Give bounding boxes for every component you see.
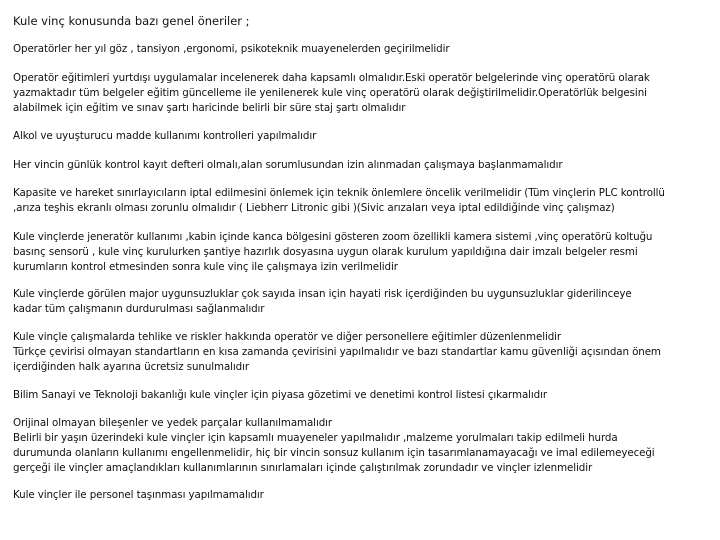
paragraph-line: yazmaktadır tüm belgeler eğitim güncelleme ile yenilenerek kule vinç operatörü olarak değiştirilmelidir.Operatörlük belgesini	[13, 87, 647, 99]
paragraph-line: Her vincin günlük kontrol kayıt defteri olmalı,alan sorumlusundan izin alınmadan çalışmaya başlanmamalıdır	[13, 159, 563, 171]
paragraph-line: kadar tüm çalışmanın durdurulması sağlanmalıdır	[13, 303, 265, 315]
paragraph-line: Kule vinçler ile personel taşınması yapılmamalıdır	[13, 489, 264, 501]
paragraph-line: kurumların kontrol etmesinden sonra kule vinç ile çalışmaya izin verilmelidir	[13, 261, 398, 273]
paragraph-operator-training	[13, 71, 713, 116]
paragraph-daily-logbook	[13, 158, 713, 173]
paragraph-line: alabilmek için eğitim ve sınav şartı haricinde belirli bir süre staj şartı olmalıdır	[13, 102, 406, 114]
paragraph-line: Türkçe çevirisi olmayan standartların en kısa zamanda çevirisini yapılmalıdır ve bazı standartlar kamu güvenliği açısından önem	[13, 346, 661, 358]
paragraph-original-parts-inspection	[13, 416, 713, 476]
paragraph-line: içerdiğinden halk ayarına ücretsiz sunulmalıdır	[13, 361, 250, 373]
paragraph-capacity-limiters	[13, 186, 713, 216]
paragraph-line: Belirli bir yaşın üzerindeki kule vinçler için kapsamlı muayeneler yapılmalıdır ,malzeme yorulmaları takip edilmeli hurda	[13, 432, 618, 444]
paragraph-hazard-training-standards	[13, 330, 713, 375]
paragraph-line: Kapasite ve hareket sınırlayıcıların iptal edilmesini önlemek için teknik önlemlere öncelik verilmelidir (Tüm vinçlerin PLC kontrollü	[13, 187, 665, 199]
paragraph-line: Bilim Sanayi ve Teknoloji bakanlığı kule vinçler için piyasa gözetimi ve denetimi kontrol listesi çıkarmalıdır	[13, 389, 548, 401]
document-title: Kule vinç konusunda bazı genel öneriler ;	[13, 14, 250, 28]
paragraph-ministry-checklist	[13, 388, 713, 403]
paragraph-line: Kule vinçlerde görülen major uygunsuzluklar çok sayıda insan için hayati risk içerdiğinden bu uygunsuzluklar giderilinceye	[13, 288, 632, 300]
paragraph-line: Operatör eğitimleri yurtdışı uygulamalar incelenerek daha kapsamlı olmalıdır.Eski operatör belgelerinde vinç operatörü olarak	[13, 72, 650, 84]
paragraph-line: basınç sensorü , kule vinç kurulurken şantiye hazırlık dosyasına uygun olarak kurulum yapıldığına dair imzalı belgeler resmi	[13, 246, 638, 258]
paragraph-line: Alkol ve uyuşturucu madde kullanımı kontrolleri yapılmalıdır	[13, 130, 317, 142]
paragraph-no-personnel-transport	[13, 488, 713, 503]
paragraph-generator-camera-sensors	[13, 230, 713, 275]
paragraph-line: Orijinal olmayan bileşenler ve yedek parçalar kullanılmamalıdır	[13, 417, 333, 429]
paragraph-line: ,arıza teşhis ekranlı olması zorunlu olmalıdır ( Liebherr Litronic gibi )(Sivic arızaları veya iptal edildiğinde vinç çalışmaz)	[13, 202, 615, 214]
paragraph-line: durumunda olanların kullanımı engellenmelidir, hiç bir vincin sonsuz kullanım için tasarımlanamayacağı ve imal edilemeyeceği	[13, 447, 655, 459]
paragraph-line: Kule vinçle çalışmalarda tehlike ve riskler hakkında operatör ve diğer personellere eğitimler düzenlenmelidir	[13, 331, 562, 343]
paragraph-line: gerçeği ile vinçler amaçlandıkları kullanımlarının sınırlamaları içinde çalıştırılmak zorundadır ve vinçler izlenmelidir	[13, 462, 593, 474]
paragraph-alcohol-drug-checks	[13, 129, 713, 144]
paragraph-operator-health-checks	[13, 42, 713, 57]
paragraph-major-nonconformities	[13, 287, 713, 317]
paragraph-line: Operatörler her yıl göz , tansiyon ,ergonomi, psikoteknik muayenelerden geçirilmelidir	[13, 43, 450, 55]
paragraph-line: Kule vinçlerde jeneratör kullanımı ,kabin içinde kanca bölgesini gösteren zoom özellikli kamera sistemi ,vinç operatörü koltuğu	[13, 231, 653, 243]
